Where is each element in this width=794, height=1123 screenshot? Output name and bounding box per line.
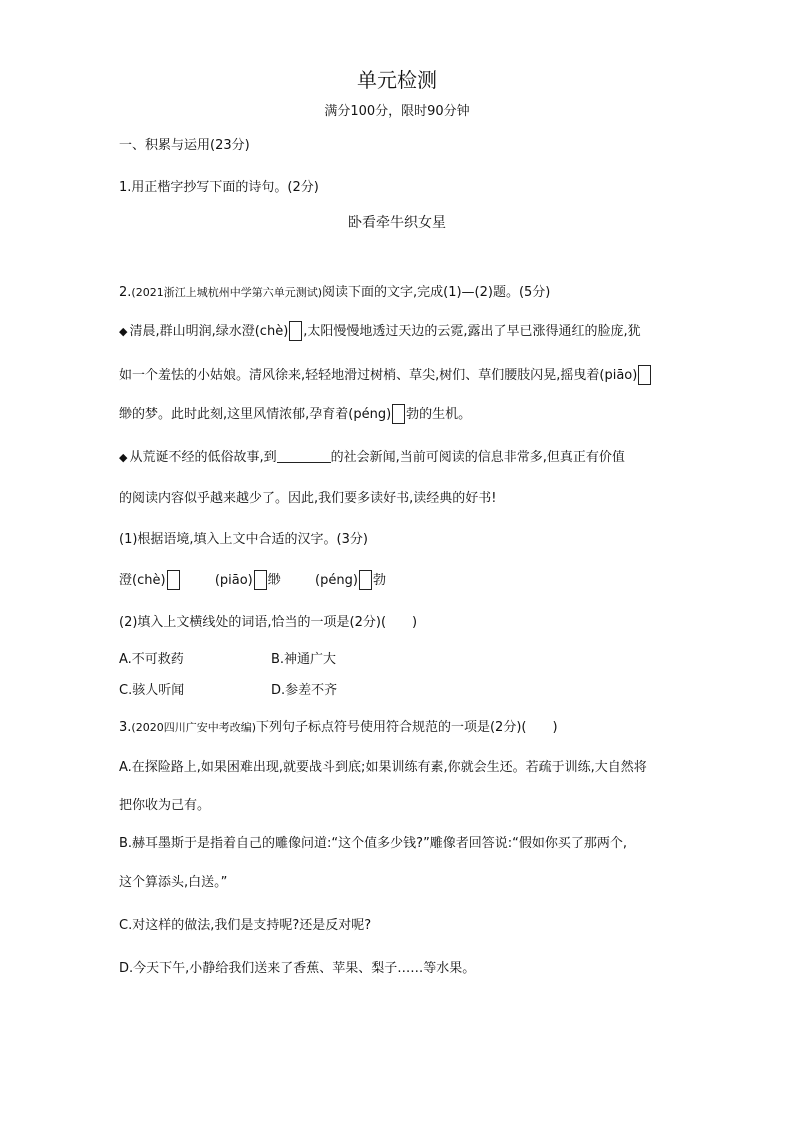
question-number: 2. [119, 285, 132, 300]
passage-line [119, 403, 471, 424]
passage-text: 勃的生机。 [406, 407, 472, 422]
option-b-continued: 这个算添头,白送。” [119, 875, 228, 890]
option-c[interactable]: C.骇人听闻 [119, 683, 185, 698]
answer-box[interactable] [289, 321, 302, 341]
question-source: (2020四川广安中考改编) [131, 721, 256, 734]
option-d[interactable]: D.今天下午,小静给我们送来了香蕉、苹果、梨子……等水果。 [119, 961, 476, 976]
fill-blank-line[interactable] [277, 450, 331, 463]
question-2-stem [119, 281, 550, 300]
answer-label: 勃 [372, 573, 386, 588]
answer-label: (piāo) [214, 573, 253, 588]
answer-box[interactable] [254, 570, 267, 590]
option-a-continued: 把你收为己有。 [119, 798, 211, 813]
answer-box[interactable] [392, 404, 405, 424]
diamond-bullet-icon: ◆ [119, 325, 128, 338]
option-a[interactable]: A.在探险路上,如果困难出现,就要战斗到底;如果训练有素,你就会生还。若疏于训练,大自然将 [119, 760, 647, 775]
passage-line [119, 364, 652, 385]
passage-text: 从荒诞不经的低俗故事,到 [129, 450, 277, 465]
subquestion-1-answers [119, 569, 386, 590]
passage-text: 如一个羞怯的小姑娘。清风徐来,轻轻地滑过树梢、草尖,树们、草们腰肢闪晃,摇曳着(piāo) [119, 368, 638, 383]
option-b[interactable]: B.神通广大 [271, 652, 337, 667]
passage-text: 清晨,群山明润,绿水澄(chè) [129, 324, 289, 339]
option-a[interactable]: A.不可救药 [119, 652, 184, 667]
subquestion-1-stem: (1)根据语境,填入上文中合适的汉字。(3分) [119, 532, 368, 547]
option-d[interactable]: D.参差不齐 [271, 683, 338, 698]
question-number: 3. [119, 720, 132, 735]
poem-line: 卧看牵牛织女星 [348, 215, 446, 231]
diamond-bullet-icon: ◆ [119, 451, 128, 464]
answer-box[interactable] [167, 570, 180, 590]
section-heading: 一、积累与运用(23分) [119, 138, 250, 153]
answer-box[interactable] [638, 365, 651, 385]
option-b[interactable]: B.赫耳墨斯于是指着自己的雕像问道:“这个值多少钱?”雕像者回答说:“假如你买了那两个, [119, 836, 628, 851]
question-1-stem: 1.用正楷字抄写下面的诗句。(2分) [119, 180, 319, 195]
question-text: 阅读下面的文字,完成(1)—(2)题。(5分) [321, 285, 551, 300]
question-3-stem [119, 716, 558, 735]
passage-text: 缈的梦。此时此刻,这里风情浓郁,孕育着(péng) [119, 407, 392, 422]
page-subtitle: 满分100分，限时90分钟 [324, 104, 470, 119]
option-c[interactable]: C.对这样的做法,我们是支持呢?还是反对呢? [119, 918, 372, 933]
subquestion-2-stem: (2)填入上文横线处的词语,恰当的一项是(2分)( ) [119, 615, 418, 630]
answer-label: 缈 [267, 573, 281, 588]
passage-line [119, 446, 625, 465]
question-source: (2021浙江上城杭州中学第六单元测试) [131, 286, 322, 299]
passage-text: ,太阳慢慢地透过天边的云霓,露出了早已涨得通红的脸庞,犹 [303, 324, 641, 339]
passage-line: 的阅读内容似乎越来越少了。因此,我们要多读好书,读经典的好书! [119, 491, 497, 506]
answer-label: (péng) [315, 573, 358, 588]
answer-box[interactable] [359, 570, 372, 590]
passage-line [119, 320, 641, 341]
passage-text: 的社会新闻,当前可阅读的信息非常多,但真正有价值 [330, 450, 625, 465]
question-text: 下列句子标点符号使用符合规范的一项是(2分)( ) [255, 720, 558, 735]
answer-label: 澄(chè) [119, 573, 166, 588]
page-title: 单元检测 [357, 68, 437, 92]
